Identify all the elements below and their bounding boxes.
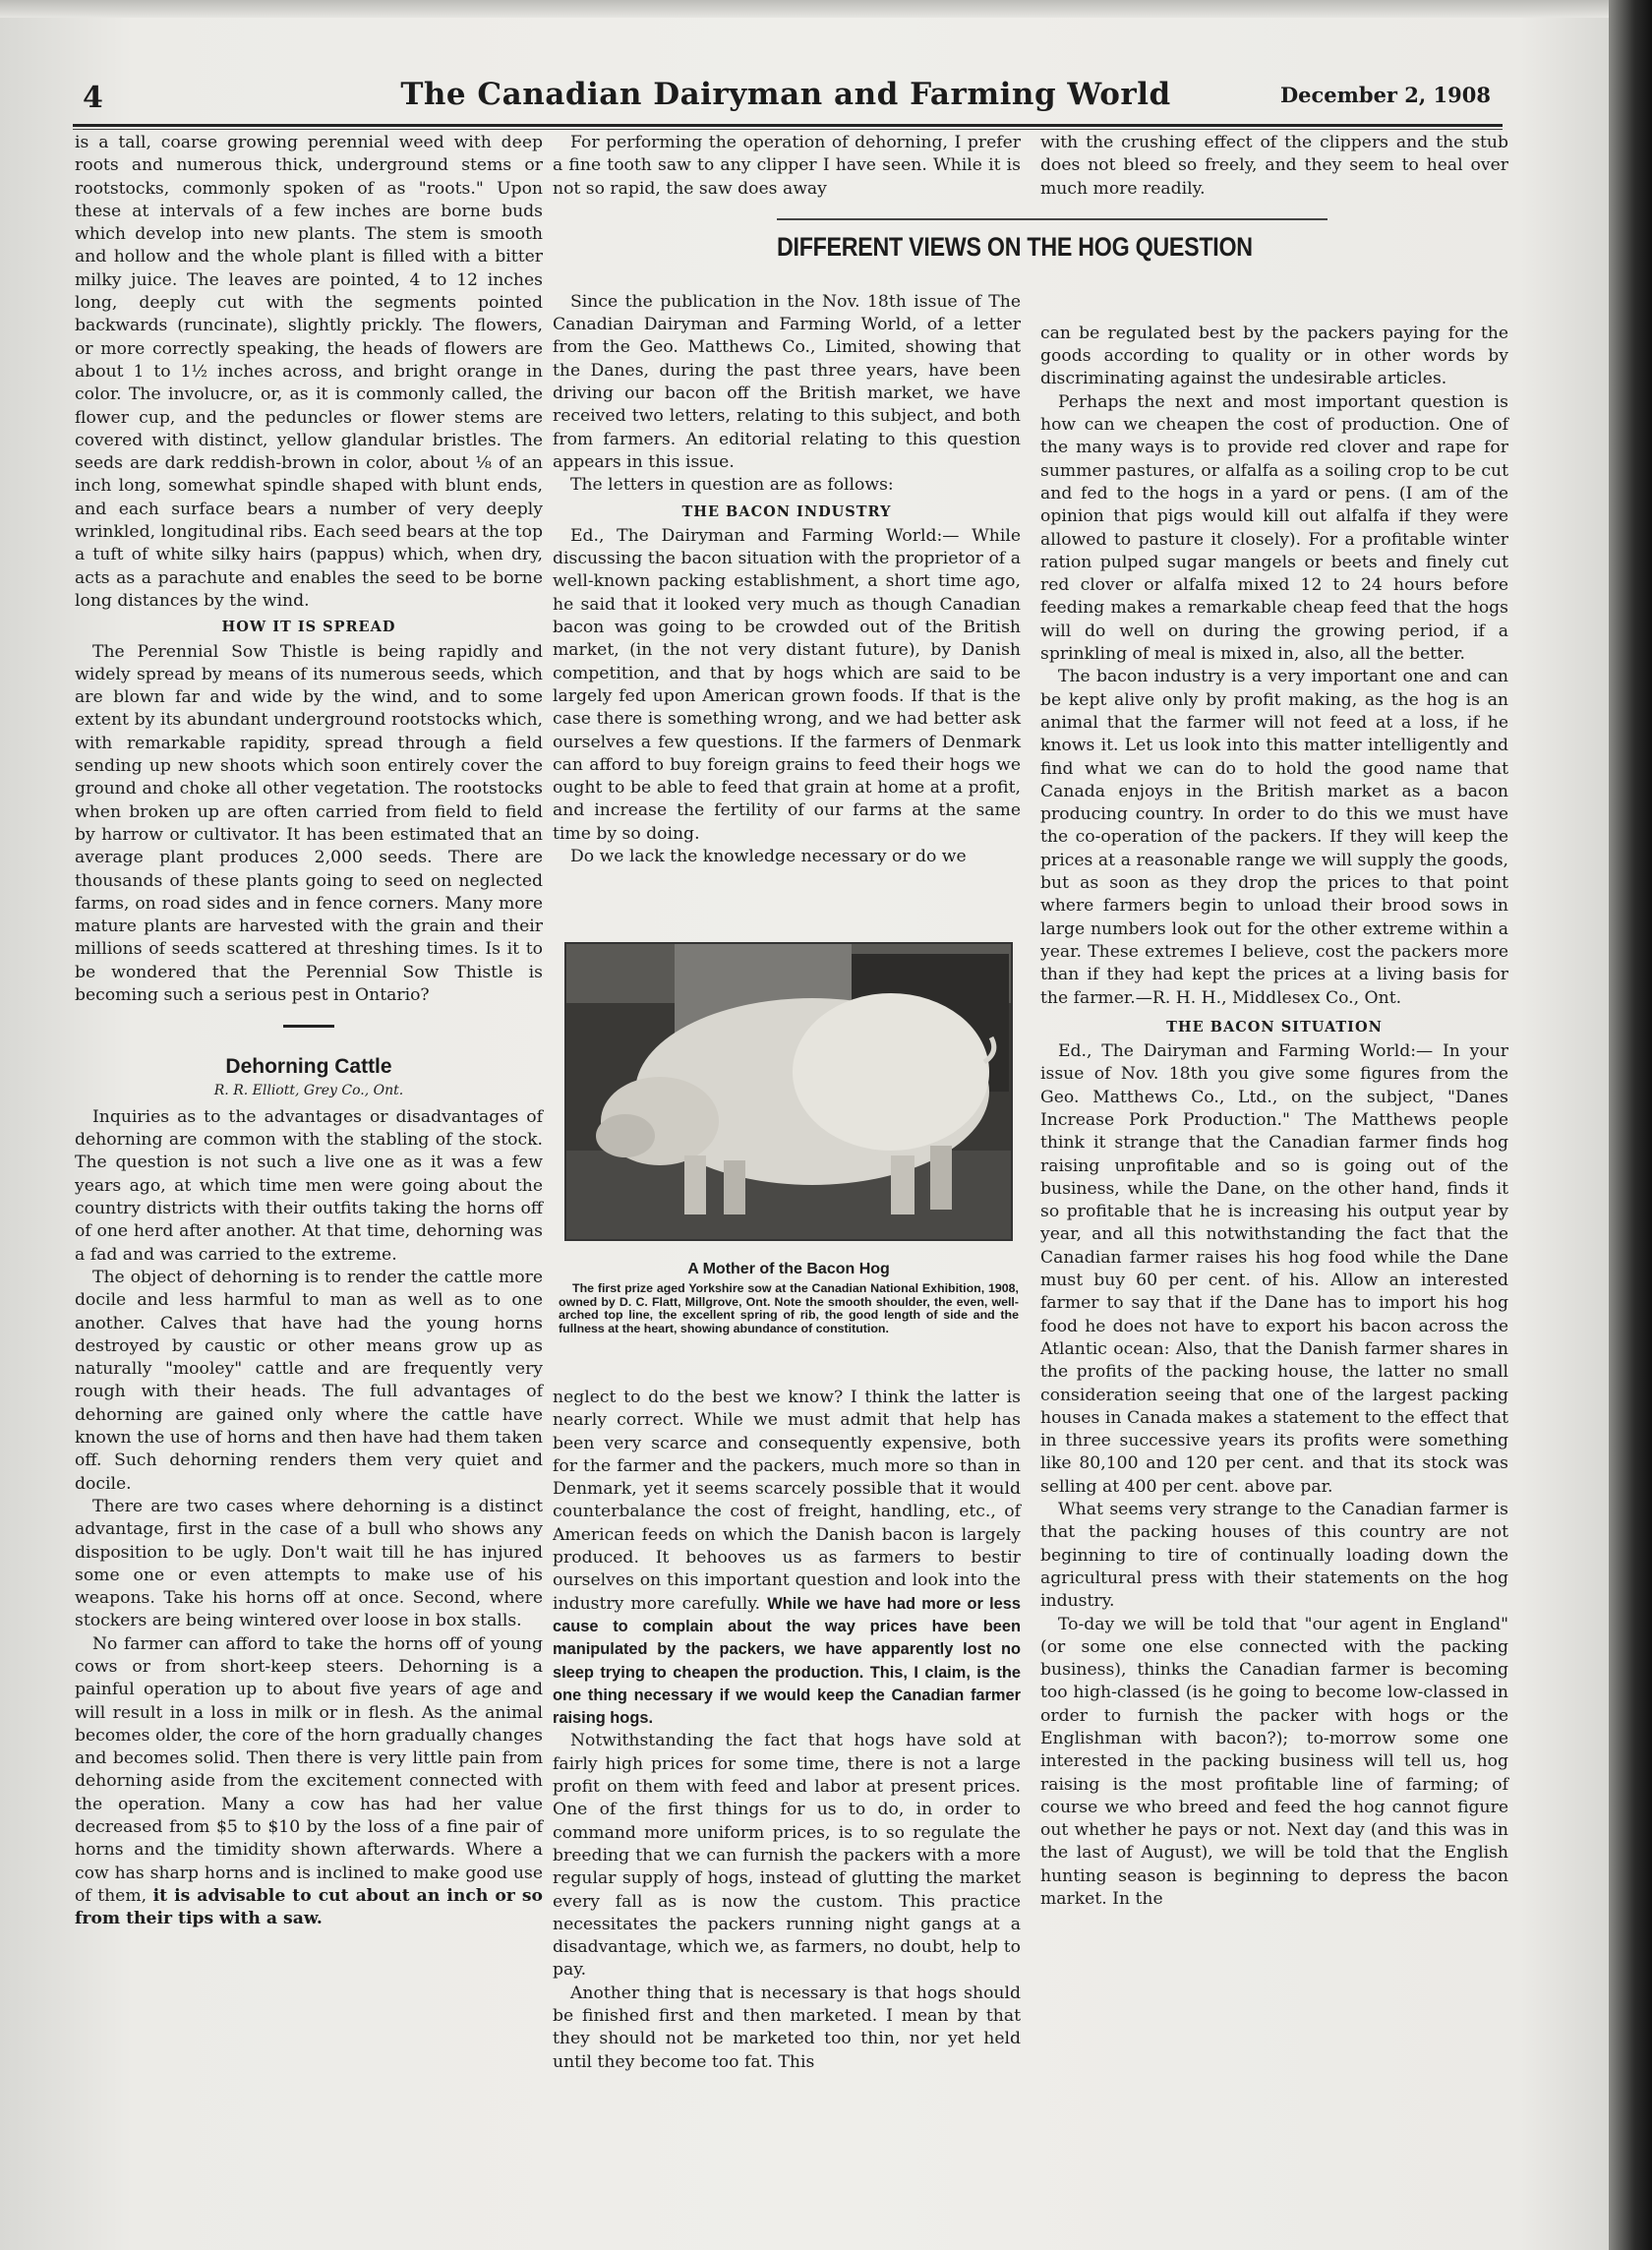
subhead-how-it-is-spread: HOW IT IS SPREAD — [221, 619, 396, 636]
paragraph-since-publication: Since the publication in the Nov. 18th issue of The Canadian Dairyman and Farming World, of a letter from the Geo. Matthews Co., Limited, showing that the Danes, during the past three years, have been driving our bacon off the British market, we have received two letters, relating to this subject, and both from farmers. An editorial relating to this question appears in this issue. — [553, 291, 1021, 472]
page-number: 4 — [83, 81, 103, 115]
caption-title: A Mother of the Bacon Hog — [687, 1261, 890, 1277]
paragraph-regulated: can be regulated best by the packers paying for the goods according to quality or in other words by discriminating against the undesirable articles. — [1040, 323, 1508, 389]
issue-date: December 2, 1908 — [1279, 83, 1491, 107]
paragraph-another-thing: Another thing that is necessary is that hogs should be finished first and then marketed. I mean by that they should not be marketed too thin, nor yet held until they become too fat. This — [553, 1983, 1021, 2072]
paragraph-notwithstanding: Notwithstanding the fact that hogs have sold at fairly high prices for some time, there is not a large profit on them with feed and labor at present prices. One of the first things for us to do, in order to command more uniform prices, is to so regulate the breeding that we can furnish the packers with a more regular supply of hogs, instead of glutting the market every fall as is now the custom. This practice necessitates the packers running night gangs at a disadvantage, which we, as farmers, no doubt, help to pay. — [553, 1731, 1021, 1981]
paragraph-perhaps: Perhaps the next and most important question is how can we cheapen the cost of production. One of the many ways is to provide red clover and rape for summer pastures, or alfalfa as a soiling crop to be cut and fed to the hogs in a yard or pens. (I am of the opinion that pigs would kill out alfalfa if they were allowed to pasture it closely). For a profitable winter ration pulped sugar mangels or beets and finely cut red clover or alfalfa mixed 12 to 24 hours before feeding makes a remarkable cheap feed that the hogs will do well on during the growing period, if a sprinkling of meal is mixed in, also, all the better. — [1040, 391, 1508, 665]
paragraph-editor-letter-2: Ed., The Dairyman and Farming World:— In your issue of Nov. 18th you give some figures from the Geo. Matthews Co., Ltd., on the subject, "Danes Increase Pork Production." The Matthews people think it strange that the Canadian farmer finds hog raising unprofitable and so is going out of the business, while the Dane, on the other hand, finds it so profitable that he is increasing his output year by year, and all this notwithstanding the fact that the Canadian farmer raises his hog food while the Dane must buy 60 per cent. of his. Allow an interested farmer to say that if the Dane has to import his hog food he does not have to export his bacon across the Atlantic ocean: Also, that the Danish farmer shares in the profits of the packing house, the latter no small consideration seeing that one of the largest packing houses in Canada makes a statement to the effect that in three successive years its profits were something like 80,100 and 120 per cent. and that its stock was selling at 400 per cent. above par. — [1040, 1041, 1508, 1497]
caption-text: The first prize aged Yorkshire sow at the Canadian National Exhibition, 1908, owned by D. C. Flatt, Millgrove, Ont. Note the smooth shoulder, the even, well-arched top line, the excellent spring of rib, the good length of side and the fullness at the heart, showing abundance of constitution. — [559, 1281, 1019, 1335]
column-1 — [75, 132, 543, 1931]
paragraph-neglect-bold: While we have had more or less cause to complain about the way prices have been manipulated by the packers, we have apparently lost no sleep trying to cheapen the production. This, I claim, is the one thing necessary if we would keep the Canadian farmer raising hogs. — [553, 1594, 1022, 1728]
paragraph-dehorning-4 — [75, 1633, 543, 1931]
photo-caption — [559, 1261, 1019, 1335]
paragraph-spread: The Perennial Sow Thistle is being rapidly and widely spread by means of its numerous seeds, which are blown far and wide by the wind, and to some extent by its abundant underground rootstocks which, with remarkable rapidity, spread through a field sending up new shoots which soon entirely cover the ground and choke all other vegetation. The rootstocks when broken up are often carried from field to field by harrow or cultivator. It has been estimated that an average plant produces 2,000 seeds. There are thousands of these plants going to seed on neglected farms, on road sides and in fence corners. Many more mature plants are harvested with the grain and their millions of seeds scattered at threshing times. Is it to be wondered that the Perennial Sow Thistle is becoming such a serious pest in Ontario? — [75, 641, 543, 1005]
paragraph-crushing: with the crushing effect of the clippers and the stub does not bleed so freely, and they seem to heal over much more readily. — [1040, 133, 1508, 199]
paragraph-dehorning-1: Inquiries as to the advantages or disadvantages of dehorning are common with the stabling of the stock. The question is not such a live one as it was a few years ago, at which time men were going about the country districts with their outfits taking the horns off of one herd after another. At that time, dehorning was a fad and was carried to the extreme. — [75, 1106, 543, 1265]
headline-hog-question: DIFFERENT VIEWS ON THE HOG QUESTION — [777, 232, 1253, 262]
paragraph-dehorning-3: There are two cases where dehorning is a distinct advantage, first in the case of a bull who shows any disposition to be ugly. Don't wait till he has injured some one or even attempts to make use of his weapons. Take his horns off at once. Second, where stockers are being wintered over loose in box stalls. — [75, 1496, 543, 1631]
paragraph-dehorning-2: The object of dehorning is to render the cattle more docile and less harmful to man as well as to one another. Calves that have had the young horns destroyed by caustic or other means grow up as naturally "mooley" cattle and are frequently very rough with their heads. The full advantages of dehorning are gained only where the cattle have known the use of horns and then have had them taken off. Such dehorning renders them very quiet and docile. — [75, 1267, 543, 1494]
page-header — [73, 73, 1499, 122]
column-3 — [1040, 132, 1508, 1911]
paragraph-bacon-industry-important: The bacon industry is a very important one and can be kept alive only by profit making, as the hog is an animal that the farmer will not feed at a loss, if he knows it. Let us look into this matter intelligently and find what we can do to hold the good name that Canada enjoys in the British market as a bacon producing country. In order to do this we must have the co-operation of the packers. If they will keep the prices at a reasonable range we will supply the goods, but as soon as they drop the prices to that point where farmers begin to unload their brood sows in large numbers look out for the other extreme within a year. These extremes I believe, cost the packers more than if they had kept the prices at a living basis for the farmer.—R. H. H., Middlesex Co., Ont. — [1040, 667, 1508, 1008]
section-divider — [283, 1025, 334, 1028]
subhead-bacon-industry: THE BACON INDUSTRY — [681, 503, 892, 520]
sow-thistle-description: is a tall, coarse growing perennial weed with deep roots and numerous thick, underground stems or rootstocks, commonly spoken of as "roots." Upon these at intervals of a few inches are borne buds which develop into new plants. The stem is smooth and hollow and the whole plant is filled with a bitter milky juice. The leaves are pointed, 4 to 12 inches long, deeply cut with the segments pointed backwards (runcinate), slightly prickly. The flowers, or more correctly speaking, the heads of flowers are about 1 to 1½ inches across, and bright orange in color. The involucre, or, as it is commonly called, the flower cup, and the peduncles or flower stems are covered with distinct, yellow glandular bristles. The seeds are dark reddish-brown in color, about ⅛ of an inch long, somewhat spindle shaped with blunt ends, and each surface bears a number of very deeply wrinkled, longitudinal ribs. Each seed bears at the top a tuft of white silky hairs (pappus) which, when dry, acts as a parachute and enables the seed to be borne long distances by the wind. — [75, 133, 543, 611]
paragraph-neglect-text: neglect to do the best we know? I think the latter is nearly correct. While we must admit that help has been very scarce and consequently expensive, both for the farmer and the packers, much more so than in Denmark, yet it seems scarcely possible that it would counterbalance the cost of freight, handling, etc., of American feeds on which the Danish bacon is largely produced. It behooves us as farmers to bestir ourselves on this important question and look into the industry more carefully. — [553, 1388, 1021, 1614]
sow-photograph — [564, 942, 1013, 1241]
column-2-bottom — [553, 1387, 1021, 2074]
paragraph-to-day: To-day we will be told that "our agent in England" (or some one else connected with the packing business), thinks the Canadian farmer is becoming too high-classed (is he going to become low-classed in order to furnish the packer with hogs or the Englishman with bacon?); to-morrow some one interested in the packing business will tell us, hog raising is the most profitable line of farming; of course we who breed and feed the hog cannot figure out whether he pays or not. Next day (and this was in the last of August), we will be told that the English hunting season is beginning to depress the bacon market. In the — [1040, 1614, 1508, 1910]
article-byline: R. R. Elliott, Grey Co., Ont. — [213, 1082, 404, 1098]
paragraph-editor-letter-1: Ed., The Dairyman and Farming World:— While discussing the bacon situation with the proprietor of a well-known packing establishment, a short time ago, he said that it looked very much as though Canadian bacon was going to be crowded out of the British market, (in the not very distant future), by Danish competition, and that by hogs which are said to be largely fed upon American grown foods. If that is the case there is something wrong, and we had better ask ourselves a few questions. If the farmers of Denmark can afford to buy foreign grains to feed their hogs we ought to be able to feed that grain at home at a profit, and increase the fertility of our farms at the same time by so doing. — [553, 525, 1021, 844]
paragraph-dehorning-4-text: No farmer can afford to take the horns off of young cows or from short-keep steers. Dehorning is a painful operation up to about five years of age and will result in a loss in milk or in flesh. As the animal becomes older, the core of the horn gradually changes and becomes solid. Then there is very little pain from dehorning aside from the excitement connected with the operation. Many a cow has had her value decreased from $5 to $10 by the loss of a fine pair of horns and the timidity shown afterwards. Where a cow has sharp horns and is inclined to make good use of them, — [75, 1633, 543, 1906]
subhead-bacon-situation: THE BACON SITUATION — [1166, 1018, 1383, 1036]
headline-rule — [777, 218, 1328, 220]
scan-top-edge — [0, 0, 1652, 18]
paragraph-letters: The letters in question are as follows: — [570, 475, 894, 496]
article-title-dehorning: Dehorning Cattle — [225, 1055, 392, 1079]
header-rule — [73, 124, 1503, 130]
sow-illustration — [566, 944, 1011, 1239]
scan-right-edge — [1609, 0, 1652, 2250]
paragraph-do-we-lack: Do we lack the knowledge necessary or do we — [570, 847, 967, 867]
paragraph-dehorning-4-bold: it is advisable to cut about an inch or so from their tips with a saw. — [75, 1885, 543, 1929]
paragraph-what-seems-strange: What seems very strange to the Canadian farmer is that the packing houses of this country are not beginning to tire of continually loading down the agricultural press with their statements on the hog industry. — [1040, 1500, 1508, 1612]
paragraph-neglect — [553, 1387, 1021, 1730]
masthead-title: The Canadian Dairyman and Farming World — [400, 77, 1171, 112]
paragraph-saw: For performing the operation of dehorning, I prefer a fine tooth saw to any clipper I have seen. While it is not so rapid, the saw does away — [553, 133, 1021, 199]
